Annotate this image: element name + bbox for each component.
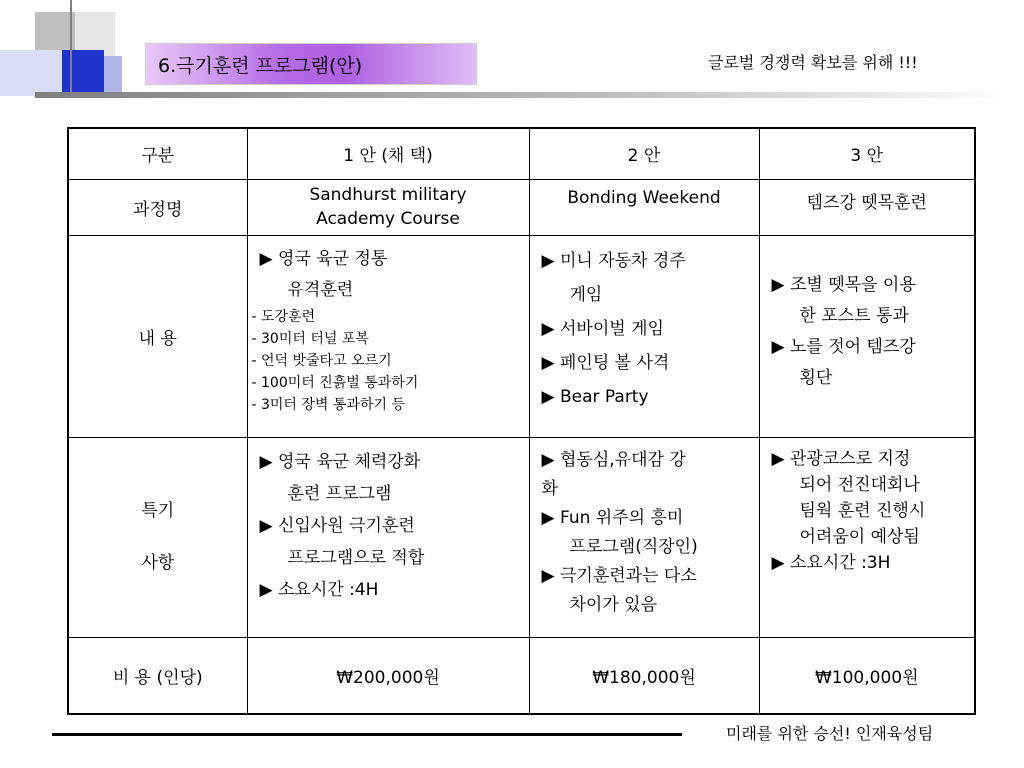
notes-plan-2-item-cont: 프로그램(직장인) — [569, 536, 698, 557]
content-plan-2-item: ▶ 서바이벌 게임 — [541, 318, 664, 339]
notes-plan-3-item: ▶ 소요시간 :3H — [771, 552, 891, 573]
notes-plan-3 — [759, 437, 975, 637]
content-plan-1-bullet-cont: 유격훈련 — [287, 279, 354, 300]
content-plan-1 — [247, 235, 529, 437]
notes-plan-3-item: ▶ 관광코스로 지정 — [771, 448, 911, 469]
footer-text: 미래를 위한 승선! 인재육성팀 — [726, 724, 934, 743]
header-plan-2: 2 안 — [529, 128, 759, 179]
notes-plan-1-item-cont: 훈련 프로그램 — [287, 483, 392, 504]
cost-plan-3: ₩100,000원 — [759, 637, 975, 714]
table-row-notes — [68, 437, 975, 637]
notes-plan-1-item-cont: 프로그램으로 적합 — [287, 547, 425, 568]
notes-plan-3-item-cont: 되어 전진대회나 — [799, 474, 920, 495]
notes-plan-1-item: ▶ 소요시간 :4H — [259, 579, 379, 600]
content-plan-1-item: - 100미터 진흙벌 통과하기 — [251, 374, 419, 391]
cost-plan-2: ₩180,000원 — [529, 637, 759, 714]
notes-plan-1-item: ▶ 신입사원 극기훈련 — [259, 515, 415, 536]
header-horizontal-rule — [35, 92, 1015, 98]
content-plan-3 — [759, 235, 975, 437]
corner-block-periwinkle — [104, 56, 122, 96]
label-content: 내 용 — [68, 235, 247, 437]
content-plan-1-bullet: ▶ 영국 육군 정통 — [259, 248, 388, 269]
label-notes — [68, 437, 247, 637]
notes-plan-3-item-cont: 어려움이 예상됨 — [799, 526, 920, 547]
content-plan-2-item: ▶ 미니 자동차 경주 — [541, 250, 686, 271]
notes-plan-2 — [529, 437, 759, 637]
notes-plan-2-item-cont: 화 — [541, 478, 558, 499]
course-plan-3: 템즈강 뗏목훈련 — [759, 179, 975, 235]
content-plan-3-item: ▶ 조별 뗏목을 이용 — [771, 274, 916, 295]
header-plan-1: 1 안 (채 택) — [247, 128, 529, 179]
footer-rule — [52, 733, 682, 736]
header-category: 구분 — [68, 128, 247, 179]
notes-plan-2-item: ▶ 극기훈련과는 다소 — [541, 565, 697, 586]
label-cost: 비 용 (인당) — [68, 637, 247, 714]
content-plan-2-item-cont: 게임 — [569, 284, 603, 305]
content-plan-2-item: ▶ 페인팅 볼 사격 — [541, 352, 670, 373]
table-header-row — [68, 128, 975, 179]
content-plan-1-item: - 3미터 장벽 통과하기 등 — [251, 396, 405, 413]
label-notes-line1: 특기 — [141, 501, 175, 521]
notes-plan-2-item-cont: 차이가 있음 — [569, 594, 658, 615]
table-row-content — [68, 235, 975, 437]
notes-plan-3-item-cont: 팀웍 훈련 진행시 — [799, 500, 926, 521]
notes-plan-2-item: ▶ 협동심,유대감 강 — [541, 449, 686, 470]
cost-plan-1: ₩200,000원 — [247, 637, 529, 714]
content-plan-2 — [529, 235, 759, 437]
course-plan-1 — [247, 179, 529, 235]
content-plan-3-item-cont: 횡단 — [799, 367, 833, 388]
content-plan-1-item: - 언덕 밧줄타고 오르기 — [251, 352, 392, 369]
course-plan-1-line2: Academy Course — [316, 209, 460, 229]
slide-title: 6.극기훈련 프로그램(안) — [158, 54, 363, 77]
label-notes-line2: 사항 — [141, 553, 175, 573]
table-row-course — [68, 179, 975, 235]
program-comparison-table — [67, 127, 976, 715]
content-plan-2-item: ▶ Bear Party — [541, 386, 649, 407]
course-plan-2: Bonding Weekend — [529, 179, 759, 235]
content-plan-3-item-cont: 한 포스트 통과 — [799, 305, 909, 326]
notes-plan-1-item: ▶ 영국 육군 체력강화 — [259, 451, 421, 472]
table-row-cost — [68, 637, 975, 714]
corner-block-blue — [62, 50, 104, 98]
course-plan-1-line1: Sandhurst military — [309, 185, 467, 205]
header-vertical-rule — [70, 0, 72, 92]
corner-block-lavender — [0, 50, 64, 96]
content-plan-1-item: - 30미터 터널 포복 — [251, 330, 369, 347]
header-plan-3: 3 안 — [759, 128, 975, 179]
slogan-text: 글로벌 경쟁력 확보를 위해 !!! — [708, 53, 918, 72]
notes-plan-2-item: ▶ Fun 위주의 흥미 — [541, 507, 684, 528]
label-course-name: 과정명 — [68, 179, 247, 235]
slide-title-box — [145, 43, 477, 85]
content-plan-3-item: ▶ 노를 젓어 템즈강 — [771, 336, 916, 357]
content-plan-1-item: - 도강훈련 — [251, 308, 316, 325]
notes-plan-1 — [247, 437, 529, 637]
